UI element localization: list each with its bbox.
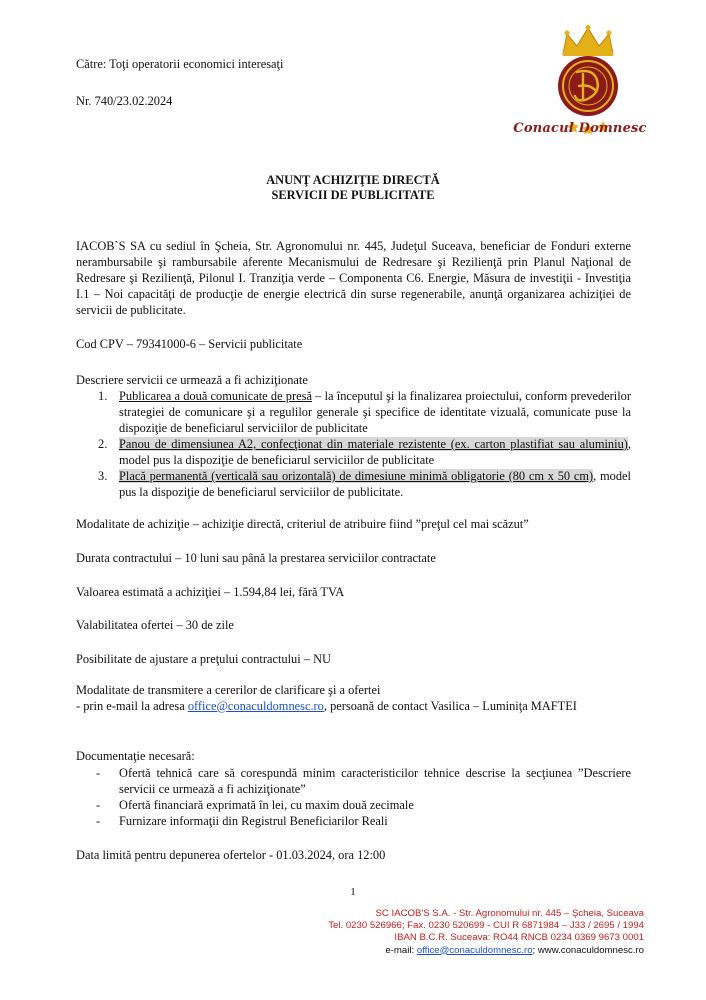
adjustment-line: Posibilitate de ajustare a preţului contractului – NU: [76, 652, 331, 666]
list-item-number: 2.: [98, 437, 108, 451]
list-item: [76, 388, 631, 436]
validity-line: Valabilitatea ofertei – 30 de zile: [76, 618, 234, 632]
logo-wordmark: Conacul Domnesc: [513, 121, 647, 136]
transmission-contact: , persoană de contact Vasilica – Luminiţa MAFTEI: [323, 699, 577, 713]
list-item: - Ofertă tehnică care să corespundă minim caracteristicilor tehnice descrise la secţiunea ”Descriere servicii ce urmează a fi achiziţionate”: [96, 766, 631, 796]
list-item: - Ofertă financiară exprimată în lei, cu maxim două zecimale: [96, 798, 414, 812]
document-item: Ofertă financiară exprimată în lei, cu maxim două zecimale: [119, 798, 414, 812]
service-description: , model pus la dispoziţie de beneficiarul serviciilor de publicitate: [119, 437, 631, 467]
services-heading: Descriere servicii ce urmează a fi achiziţionate: [76, 373, 308, 387]
list-item-number: 3.: [98, 469, 108, 483]
footer-phone: Tel. 0230 526966; Fax. 0230 520699 - CUI R 6871984 – J33 / 2695 / 1994: [328, 920, 644, 932]
footer-email-label: e-mail:: [385, 944, 417, 956]
document-item: Ofertă tehnică care să corespundă minim caracteristicilor tehnice descrise la secţiunea ”Descriere servicii ce urmează a fi achiziţionate”: [119, 766, 631, 796]
list-item-number: 1.: [98, 389, 108, 403]
value-line: Valoarea estimată a achiziţiei – 1.594,84 lei, fără TVA: [76, 585, 345, 599]
footer-contact: [328, 945, 644, 957]
intro-paragraph: IACOB`S SA cu sediul în Şcheia, Str. Agronomului nr. 445, Judeţul Suceava, beneficiar de Fonduri externe nerambursabile şi rambursabile aferente Mecanismului de Redresare şi Rezilienţă prin Planul Naţional de Redresare şi Rezilienţă, Pilonul I. Tranziţia verde – Componenta C6. Energie, Măsura de investiţii - Investiţia I.1 – Noi capacităţi de producţie de energie electrică din surse regenerabile, anunţă organizarea achiziţiei de servicii de publicitate.: [76, 239, 631, 317]
service-description: , model pus la dispoziţie de beneficiarul serviciilor de publicitate.: [119, 469, 631, 499]
transmission-prefix: - prin e-mail la adresa: [76, 699, 188, 713]
recipient-line: Către: Toţi operatorii economici interesaţi: [76, 57, 284, 71]
page-number: 1: [350, 886, 356, 898]
footer-email-link[interactable]: office@conaculdomnesc.ro: [416, 944, 533, 956]
reference-number: Nr. 740/23.02.2024: [76, 94, 173, 108]
contact-email-link[interactable]: office@conaculdomnesc.ro: [187, 699, 324, 713]
footer-website: ; www.conaculdomnesc.ro: [532, 944, 644, 956]
services-list: [76, 388, 631, 500]
duration-line: Durata contractului – 10 luni sau până la prestarea serviciilor contractate: [76, 551, 436, 565]
service-title: Panou de dimensiunea A2, confecţionat din materiale rezistente (ex. carton plastifiat sau aluminiu): [119, 437, 628, 451]
document-item: Furnizare informaţii din Registrul Beneficiarilor Reali: [119, 814, 388, 828]
list-item: - Furnizare informaţii din Registrul Beneficiarilor Reali: [96, 814, 388, 828]
documents-list: [76, 765, 631, 829]
footer-iban: IBAN B.C.R. Suceava: RO44 RNCB 0234 0369 9673 0001: [394, 932, 644, 944]
procedure-line: Modalitate de achiziţie – achiziţie directă, criteriul de atribuire fiind ”preţul cel mai scăzut”: [76, 517, 529, 531]
document-title: ANUNŢ ACHIZIŢIE DIRECTĂ: [266, 173, 440, 187]
cpv-code: Cod CPV – 79341000-6 – Servicii publicitate: [76, 337, 303, 351]
document-subtitle: SERVICII DE PUBLICITATE: [271, 188, 435, 202]
transmission-heading: Modalitate de transmitere a cererilor de clarificare şi a ofertei: [76, 683, 381, 697]
service-title: Publicarea a două comunicate de presă: [119, 389, 312, 403]
list-item: [76, 468, 631, 500]
documents-heading: Documentaţie necesară:: [76, 749, 195, 763]
company-footer: [328, 908, 644, 957]
footer-address: SC IACOB'S S.A. - Str. Agronomului nr. 445 – Şcheia, Suceava: [375, 908, 644, 919]
deadline-line: Data limită pentru depunerea ofertelor - 01.03.2024, ora 12:00: [76, 848, 386, 862]
transmission-details: [76, 698, 631, 714]
service-description: – la începutul şi la finalizarea proiectului, conform prevederilor strategiei de comunicare şi a regulilor generale şi specifice de identitate vizuală, comunicate puse la dispoziţie de beneficiarul serviciilor de publicitate: [119, 389, 631, 435]
list-item: [76, 436, 631, 468]
service-title: Placă permanentă (verticală sau orizontală) de dimesiune minimă obligatorie (80 cm x 50 cm): [119, 469, 594, 483]
